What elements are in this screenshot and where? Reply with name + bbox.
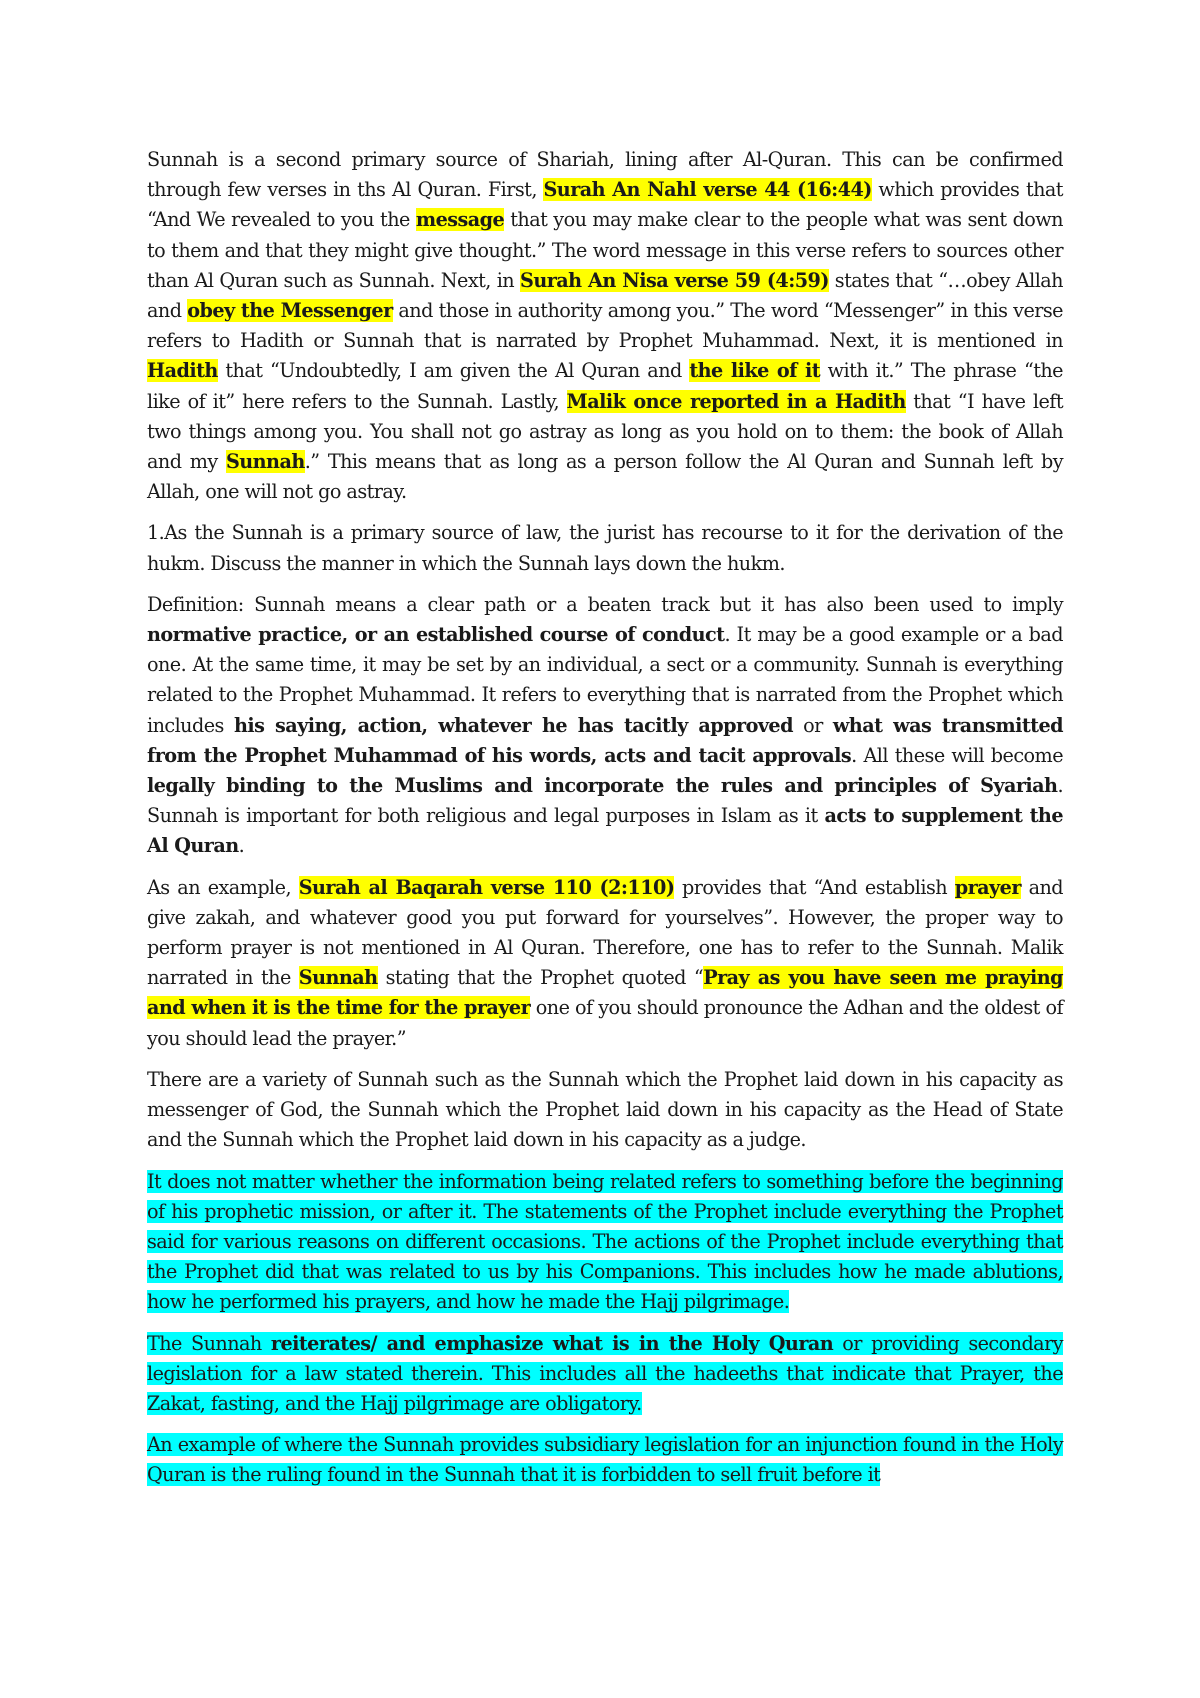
highlight-sunnah: Sunnah <box>225 450 305 474</box>
bold-saying-action: his saying, action, whatever he has tacitly approved <box>233 713 793 737</box>
highlight-surah-an-nahl: Surah An Nahl verse 44 (16:44) <box>543 178 872 202</box>
paragraph-definition: Definition: Sunnah means a clear path or a beaten track but it has also been used to imply normative practice, or an established course of conduct. It may be a good example or a bad one. At the same time, it may be set by an individual, a sect or a community. Sunnah is everything related to the Prophet Muhammad. It refers to everything that is narrated from the Prophet which includes his saying, action, whatever he has tacitly approved or what was transmitted from the Prophet Muhammad of his words, acts and tacit approvals. All these will become legally binding to the Muslims and incorporate the rules and principles of Syariah. Sunnah is important for both religious and legal purposes in Islam as it acts to supplement the Al Quran. <box>147 592 1063 858</box>
highlight-hadith: Hadith <box>147 359 218 383</box>
paragraph-information <box>147 1167 1063 1318</box>
highlight-sunnah-malik: Sunnah <box>298 966 378 990</box>
highlight-obey-messenger: obey the Messenger <box>187 299 393 323</box>
highlight-malik-hadith: Malik once reported in a Hadith <box>566 389 906 413</box>
highlight-surah-al-baqarah: Surah al Baqarah verse 110 (2:110) <box>298 875 675 899</box>
bold-transmitted: what was transmitted from the Prophet Muhammad of his words, acts and tacit approvals <box>147 713 1063 767</box>
highlight-like-of-it: the like of it <box>689 359 821 383</box>
paragraph-sunnah-source: Sunnah is a second primary source of Shariah, lining after Al-Quran. This can be confirmed through few verses in ths Al Quran. First, Surah An Nahl verse 44 (16:44) which provides that “And We revealed to you the message that you may make clear to the people what was sent down to them and that they might give thought.” The word message in this verse refers to sources other than Al Quran such as Sunnah. Next, in Surah An Nisa verse 59 (4:59) states that “…obey Allah and obey the Messenger and those in authority among you.” The word “Messenger” in this verse refers to Hadith or Sunnah that is narrated by Prophet Muhammad. Next, it is mentioned in Hadith that “Undoubtedly, I am given the Al Quran and the like of it with it.” The phrase “the like of it” here refers to the Sunnah. Lastly, Malik once reported in a Hadith that “I have left two things among you. You shall not go astray as long as you hold on to them: the book of Allah and my Sunnah.” This means that as long as a person follow the Al Quran and Sunnah left by Allah, one will not go astray. <box>147 148 1063 504</box>
highlight-surah-an-nisa: Surah An Nisa verse 59 (4:59) <box>520 268 829 292</box>
document-body <box>147 145 1063 1502</box>
paragraph-example-prayer: As an example, Surah al Baqarah verse 110 (2:110) provides that “And establish prayer and give zakah, and whatever good you put forward for yourselves”. However, the proper way to perform prayer is not mentioned in Al Quran. Therefore, one has to refer to the Sunnah. Malik narrated in the Sunnah stating that the Prophet quoted “Pray as you have seen me praying and when it is the time for the prayer one of you should pronounce the Adhan and the oldest of you should lead the prayer.” <box>147 875 1064 1050</box>
bold-reiterates: reiterates/ and emphasize what is in the Holy Quran <box>270 1331 834 1355</box>
highlight-pray-as-you-have-seen: Pray as you have seen me praying and when it is the time for the prayer <box>147 966 1063 1020</box>
bold-normative-practice: normative practice, or an established course of conduct <box>147 623 725 647</box>
paragraph-question: 1.As the Sunnah is a primary source of law, the jurist has recourse to it for the derivation of the hukm. Discuss the manner in which the Sunnah lays down the hukm. <box>147 521 1063 575</box>
bold-legally-binding: legally binding to the Muslims and incorporate the rules and principles of Syariah <box>147 774 1058 798</box>
highlight-cyan-information: It does not matter whether the information being related refers to something before the beginning of his prophetic mission, or after it. The statements of the Prophet include everything the Prophet said for various reasons on different occasions. The actions of the Prophet include everything that the Prophet did that was related to us by his Companions. This includes how he made ablutions, how he performed his prayers, and how he made the Hajj pilgrimage. <box>147 1169 1063 1314</box>
highlight-cyan-subsidiary: An example of where the Sunnah provides subsidiary legislation for an injunction found in the Holy Quran is the ruling found in the Sunnah that it is forbidden to sell fruit before it <box>147 1433 1063 1487</box>
highlight-cyan-reiterates: The Sunnah reiterates/ and emphasize what is in the Holy Quran or providing secondary legislation for a law stated therein. This includes all the hadeeths that indicate that Prayer, the Zakat, fasting, and the Hajj pilgrimage are obligatory. <box>147 1331 1063 1415</box>
paragraph-subsidiary <box>147 1430 1063 1490</box>
paragraph-reiterates <box>147 1329 1063 1420</box>
paragraph-variety: There are a variety of Sunnah such as the Sunnah which the Prophet laid down in his capacity as messenger of God, the Sunnah which the Prophet laid down in his capacity as the Head of State and the Sunnah which the Prophet laid down in his capacity as a judge. <box>147 1067 1063 1152</box>
highlight-message: message <box>415 208 505 232</box>
highlight-prayer: prayer <box>954 875 1021 899</box>
bold-supplement: acts to supplement the Al Quran <box>147 804 1063 858</box>
